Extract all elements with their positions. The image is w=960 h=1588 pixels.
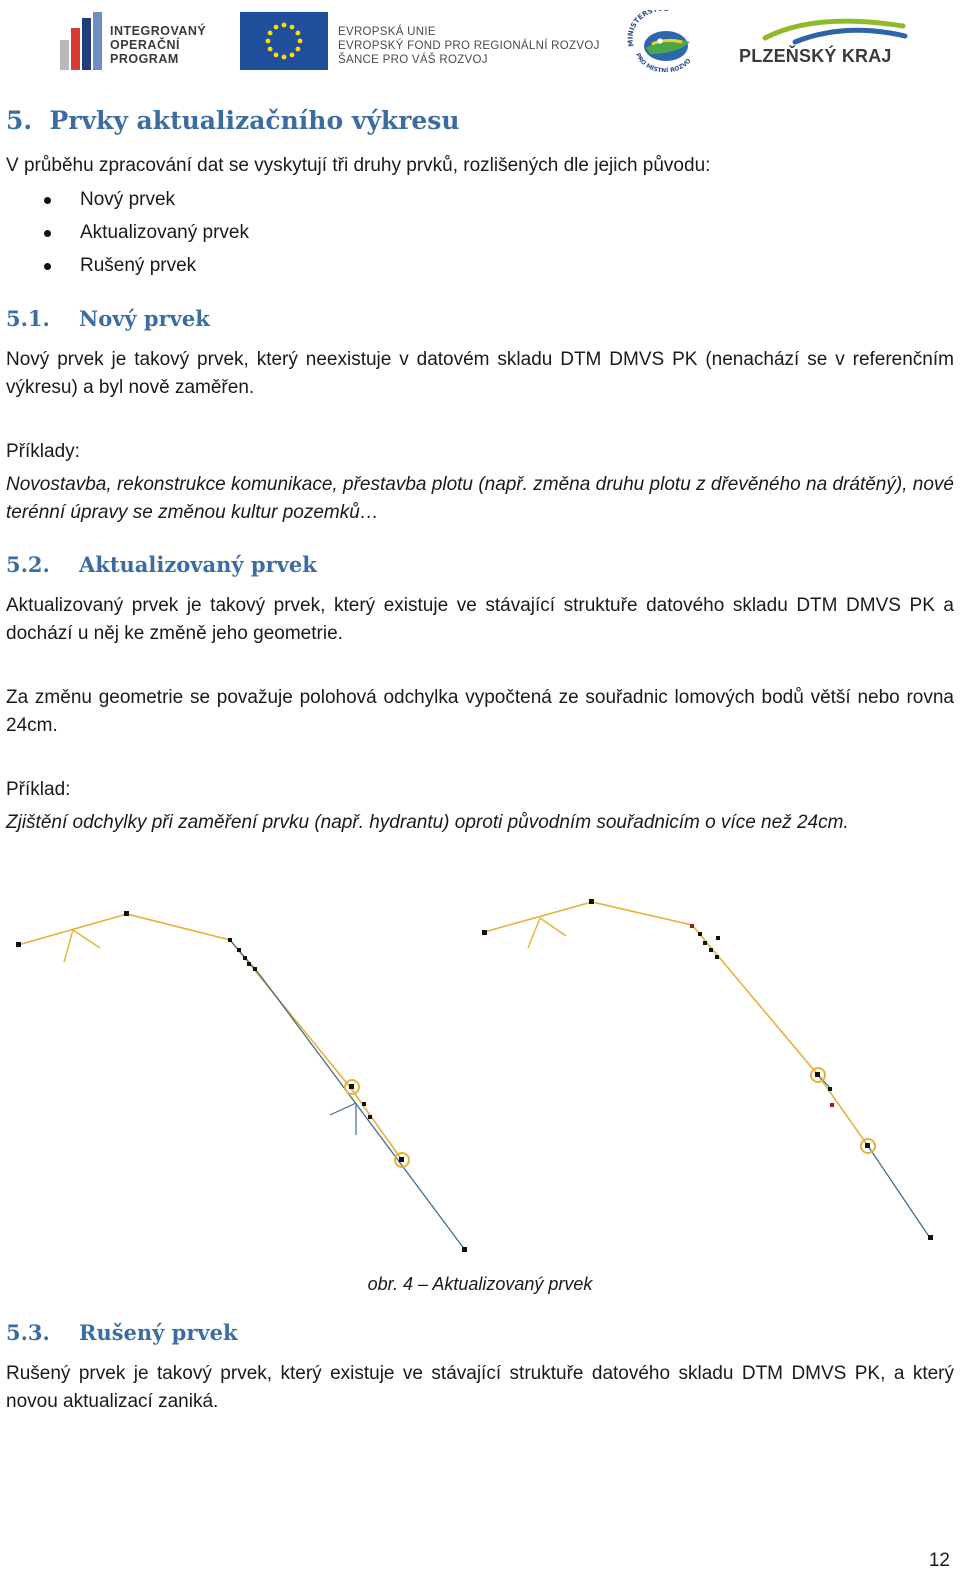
figure-after-panel [482,899,933,1240]
list-item-text: Aktualizovaný prvek [80,222,249,243]
logo-line: EVROPSKÝ FOND PRO REGIONÁLNÍ ROZVOJ [338,40,600,52]
list-item-text: Nový prvek [80,189,176,210]
figure-before-panel [16,911,467,1252]
bullet-icon [44,230,51,237]
logo-wordmark [110,24,206,66]
bullet-icon [44,263,51,270]
logo-bar [60,40,69,70]
logo-line: ŠANCE PRO VÁŠ ROZVOJ [338,54,488,66]
page-number: 12 [928,1550,950,1571]
eu-stars-icon [240,12,328,70]
list-item [0,186,400,219]
logo-bar [82,18,91,70]
section-number: 5.3. [6,1320,50,1345]
logo-line: INTEGROVANÝ [110,24,207,38]
section-title: Aktualizovaný prvek [79,552,317,577]
break-points [482,899,933,1240]
list-item [0,219,400,252]
fence-tick [64,930,73,962]
logo-line: OPERAČNÍ [110,38,180,52]
section-5-2-heading [6,552,317,577]
updated-element-figure [0,890,960,1262]
fence-tick [73,930,100,948]
section-5-1-body: Nový prvek je takový prvek, který neexistuje v datovém skladu DTM DMVS PK (nenachází se v referenčním výkresu) a byl nově zaměřen. [6,349,954,398]
eu-flag-icon [240,12,328,70]
list-item [0,252,400,285]
examples-text: Novostavba, rekonstrukce komunikace, přestavba plotu (např. změna druhu plotu z dřevěného na drátěný), nové terénní úpravy se změnou kultur pozemků… [6,474,954,523]
svg-text:PRO MÍSTNÍ ROZVOJ: PRO MÍSTNÍ ROZVO [634,52,693,72]
section-number: 5.1. [6,306,50,331]
logo-bar [71,28,80,70]
section-5-intro: V průběhu zpracování dat se vyskytují tři druhy prvků, rozlišených dle jejich původu: [6,155,711,176]
section-5-3-body: Rušený prvek je takový prvek, který existuje ve stávající struktuře datového skladu DTM DMVS PK, a který novou aktualizací zaniká. [6,1363,954,1412]
updated-line-orange [484,902,868,1146]
plzen-region-logo [735,16,910,70]
element-types-list [0,186,400,285]
ministry-emblem-icon [620,10,708,72]
break-points [16,911,467,1252]
section-5-1-heading [6,306,210,331]
section-title: Nový prvek [79,306,210,331]
symbol-tick [330,1103,356,1115]
eu-logo [240,12,600,70]
figure-caption: obr. 4 – Aktualizovaný prvek [367,1274,593,1294]
eu-logo-text [338,25,600,67]
section-title: Rušený prvek [79,1320,238,1345]
region-name: PLZEŇSKÝ KRAJ [739,46,892,66]
section-5-2-body: Aktualizovaný prvek je takový prvek, který existuje ve stávající struktuře datového skladu DTM DMVS PK a dochází u něj ke změně jeho geometrie. [6,595,954,644]
list-item-text: Rušený prvek [80,255,197,276]
example-label: Příklad: [6,779,71,800]
svg-text:MINISTERSTVO: MINISTERS [626,10,655,48]
example-text: Zjištění odchylky při zaměření prvku (např. hydrantu) oproti původním souřadnicím o více než 24cm. [6,812,849,833]
ministry-regional-development-logo [620,10,708,72]
section-number: 5.2. [6,552,50,577]
original-line-blue [868,1146,930,1238]
updated-line-orange [18,914,402,1160]
logo-bar [93,12,102,70]
integrated-operational-programme-logo [60,12,220,70]
section-5-2-body-2: Za změnu geometrie se považuje polohová odchylka vypočtená ze souřadnic lomových bodů větší nebo rovna 24cm. [6,687,954,736]
section-5-3-heading [6,1320,238,1345]
region-hills-icon [735,16,910,46]
logo-line: EVROPSKÁ UNIE [338,26,436,38]
section-5-heading: 5. Prvky aktualizačního výkresu [6,106,460,135]
examples-label: Příklady: [6,441,80,462]
bullet-icon [44,197,51,204]
fence-tick [540,918,566,936]
original-line-blue [230,940,465,1250]
logo-line: PROGRAM [110,52,179,66]
fence-tick [528,918,540,948]
